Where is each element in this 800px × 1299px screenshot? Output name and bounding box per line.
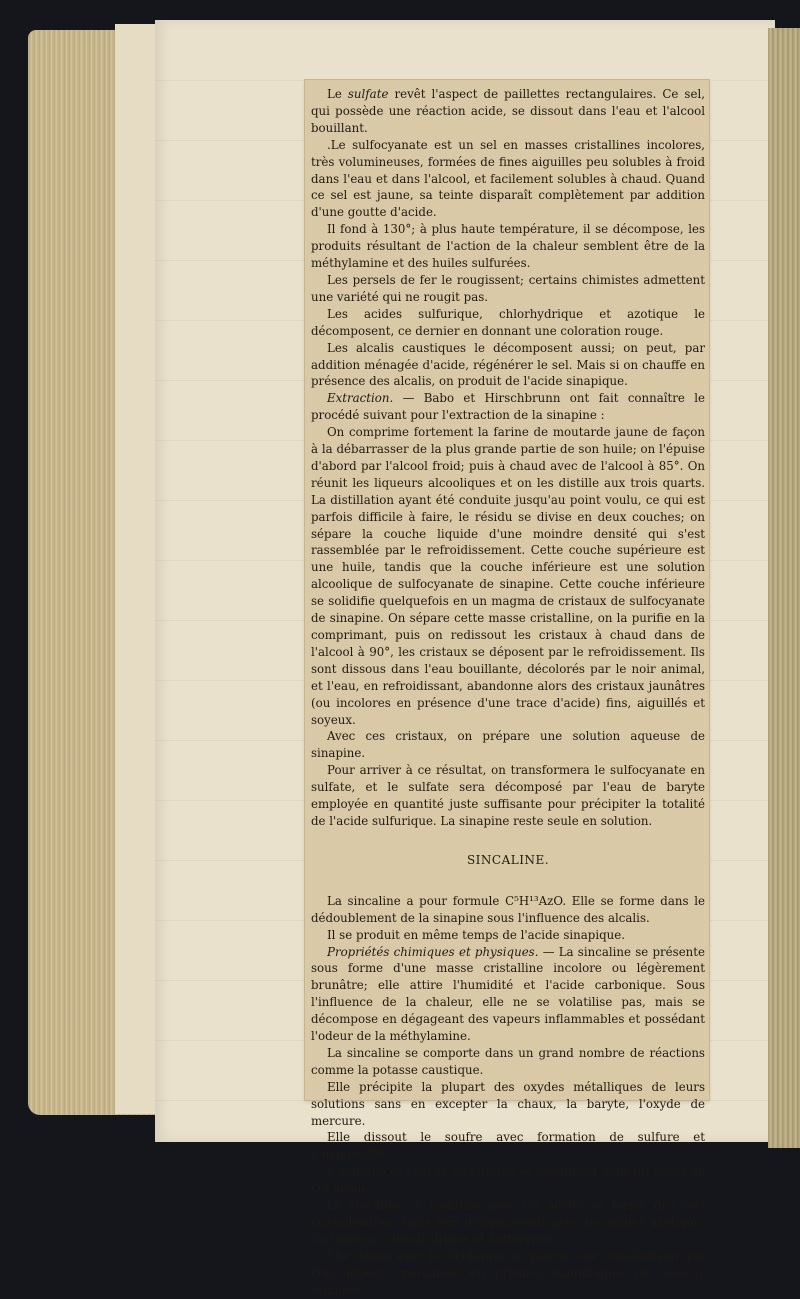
paragraph-solution: Avec ces cristaux, on prépare une solution aqueuse de sinapine. bbox=[311, 729, 705, 761]
page-edges-right bbox=[768, 28, 800, 1148]
paragraph-alumine: L'alumine et l'oxyde de chrome se dissolvent dans un excès de cet alcali. bbox=[311, 1164, 705, 1196]
paragraph-persels: Les persels de fer le rougissent; certains chimistes admettent une variété qui ne rougit pas. bbox=[311, 272, 705, 304]
italic-term: Propriétés chimiques et physiques. bbox=[327, 944, 539, 959]
paragraph-platine: Elle donne avec le bichlorure de platine une combinaison que l'on obtient cristallisée en prismes magnifiques de couleur orangée. bbox=[311, 1248, 705, 1297]
paragraph-alcalis: Les alcalis caustiques le décomposent aussi; on peut, par addition ménagée d'acide, régénérer le sel. Mais si on chauffe en présence des alcalis, on produit de l'acide sinapique. bbox=[311, 340, 705, 389]
paragraph-sulfocyanate: .Le sulfocyanate est un sel en masses cristallines incolores, très volumineuses, formées de fines aiguilles peu solubles à froid dans l'eau et dans l'alcool, et facilement solubles à chaud. Quand ce sel est jaune, sa teinte disparaît complètement par addition d'une goutte d'acide. bbox=[311, 137, 705, 220]
paragraph-formule: La sincaline a pour formule C⁵H¹³AzO. Elle se forme dans le dédoublement de la sinapine sous l'influence des alcalis. bbox=[311, 893, 705, 925]
paragraph-procede: On comprime fortement la farine de moutarde jaune de façon à la débarrasser de la plus grande partie de son huile; on l'épuise d'abord par l'alcool froid; puis à chaud avec de l'alcool à 85°. On réunit les liqueurs alcooliques et on les distille aux trois quarts. La distillation ayant été conduite jusqu'au point voulu, ce qui est parfois difficile à faire, le résidu se divise en deux couches; on sépare la couche liquide d'une moindre densité qui s'est rassemblée par le refroidissement. Cette couche supérieure est une huile, tandis que la couche inférieure est une solution alcoolique de sulfocyanate de sinapine. Cette couche inférieure se solidifie quelquefois en un magma de cristaux de sulfocyanate de sinapine. On sépare cette masse cristalline, on la purifie en la comprimant, puis on redissout les cristaux à chaud dans de l'alcool à 90°, les cristaux se déposent par le refroidissement. Ils sont dissous dans l'eau bouillante, décolorés par le noir animal, et l'eau, en refroidissant, abandonne alors des cristaux jaunâtres (ou incolores en présence d'une trace d'acide) fins, aiguillés et soyeux. bbox=[311, 425, 705, 727]
paragraph-sulfate-conversion: Pour arriver à ce résultat, on transformera le sulfocyanate en sulfate, et le sulfate sera décomposé par l'eau de baryte employée en quantité juste suffisante pour précipiter la totalité de l'acide sulfurique. La sinapine reste seule en solution. bbox=[311, 763, 705, 828]
newspaper-clipping bbox=[305, 80, 709, 1297]
paragraph-fusion: Il fond à 130°; à plus haute température, il se décompose, les produits résultant de l'action de la chaleur semblent être de la méthylamine et des huiles sulfurées. bbox=[311, 222, 705, 271]
italic-term: Extraction. bbox=[327, 391, 394, 406]
paragraph-acide-sinapique: Il se produit en même temps de l'acide sinapique. bbox=[327, 927, 626, 942]
paragraph-oxydes: Elle précipite la plupart des oxydes métalliques de leurs solutions sans en excepter la chaux, la baryte, l'oxyde de mercure. bbox=[311, 1079, 705, 1128]
paragraph-potasse: La sincaline se comporte dans un grand nombre de réactions comme la potasse caustique. bbox=[311, 1045, 705, 1077]
paragraph-sulfate: Le sulfate revêt l'aspect de paillettes rectangulaires. Ce sel, qui possède une réaction acide, se dissout dans l'eau et l'alcool bouillant. bbox=[311, 87, 705, 135]
italic-term: sulfate bbox=[347, 87, 389, 101]
paragraph-soufre: Elle dissout le soufre avec formation de sulfure et d'hyposulfite. bbox=[311, 1130, 705, 1162]
paragraph-acides: Les acides sulfurique, chlorhydrique et azotique le décomposent, ce dernier en donnant une coloration rouge. bbox=[311, 306, 705, 338]
paragraph-extraction: Extraction. — Babo et Hirschbrunn ont fait connaître le procédé suivant pour l'extraction de la sinapine : bbox=[311, 391, 705, 423]
paragraph-sels: La sincaline se combine avec les acides et forme des sels cristallisables, mais très déliquescents avec les acides azotique, carbonique, chlorhydrique et sulfurique. bbox=[311, 1198, 705, 1246]
paragraph-proprietes: Propriétés chimiques et physiques. — La sincaline se présente sous forme d'une masse cristalline incolore ou légèrement brunâtre; elle attire l'humidité et l'acide carbonique. Sous l'influence de la chaleur, elle ne se volatilise pas, mais se décompose en dégageant des vapeurs inflammables et possédant l'odeur de la méthylamine. bbox=[311, 944, 705, 1044]
section-heading: SINCALINE. bbox=[466, 852, 550, 867]
